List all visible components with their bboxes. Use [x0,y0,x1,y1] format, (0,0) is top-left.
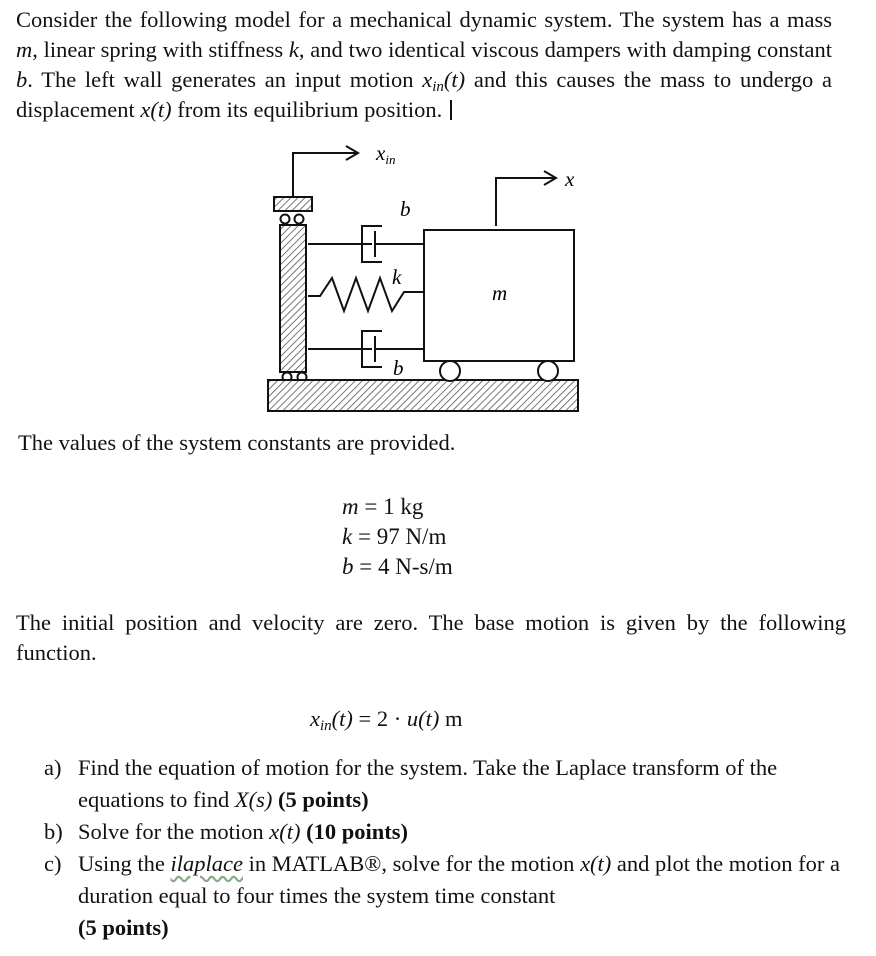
b-top-label: b [400,197,411,221]
constant-k: k = 97 N/m [342,524,447,549]
question-c: c) Using the ilaplace in MATLAB®, solve for the motion x(t) and plot the motion for a duration equal to four times the system time constant (5 points) [44,851,840,940]
constant-m: m = 1 kg [342,494,424,519]
mass-spring-damper-diagram [0,0,876,430]
values-text: The values of the system constants are provided. [18,430,456,455]
b-bottom-label: b [393,356,404,380]
question-list [44,752,844,944]
constants-block [340,492,453,582]
bottom-damper [308,331,424,367]
k-label: k [392,265,402,289]
ground [268,380,578,411]
m-label: m [492,281,508,305]
xin-label: xin [376,141,396,167]
intro-paragraph: Consider the following model for a mechanical dynamic system. The system has a mass m, linear spring with stiffness k, and two identical viscous dampers with damping constant b. The left wall generates an input motion $x_{in}(t)$ and this causes the mass to undergo a displacement x(t) from its equilibrium position. [16,7,833,122]
spring [308,278,424,311]
wheel [440,361,460,381]
initial-conditions-text: The initial position and velocity are zero. The base motion is given by the following function. [16,610,846,665]
x-label: x [565,167,575,191]
input-equation: $x_{in}(t) = 2 \cdot u(t)$ m [310,706,463,734]
question-b: b) Solve for the motion x(t) (10 points) [44,819,408,844]
xin-arrow [293,146,358,197]
moving-wall [280,225,306,372]
x-arrow [496,171,556,226]
top-slider-block [274,197,312,211]
question-a: a) Find the equation of motion for the system. Take the Laplace transform of the equations to find X(s) (5 points) [44,755,778,812]
top-damper [308,226,424,262]
wheel [538,361,558,381]
constant-b: b = 4 N-s/m [342,554,453,579]
